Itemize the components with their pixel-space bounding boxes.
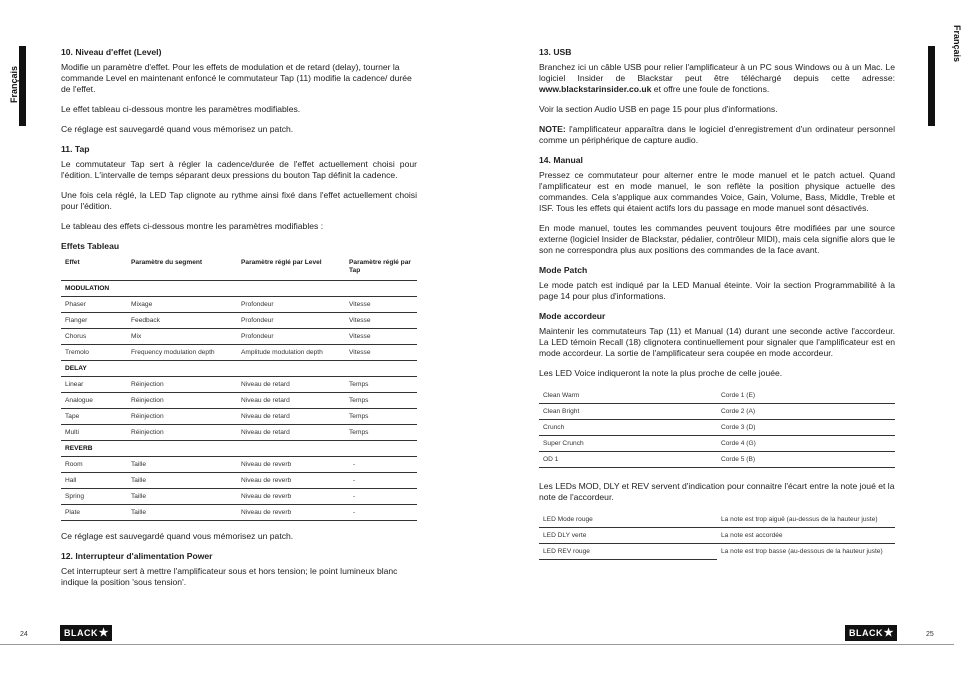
tuner-mode-title: Mode accordeur xyxy=(539,311,606,321)
tuner-mode-paragraph-1: Maintenir les commutateurs Tap (11) et Manual (14) durant une seconde active l'accordeur. La LED témoin Recall (18) clignotera continuellement pour signaler que l'amplificateur est en mode accordeur. La sortie de l'amplificateur sera coupée en mode accordeur. xyxy=(539,326,895,358)
table-cell: Niveau de retard xyxy=(237,393,345,409)
section-name: REVERB xyxy=(61,441,417,457)
table-cell: Vitesse xyxy=(345,345,417,361)
table-cell: Temps xyxy=(345,377,417,393)
table-cell: Taille xyxy=(127,457,237,473)
table-cell: Room xyxy=(61,457,127,473)
table-cell: Profondeur xyxy=(237,313,345,329)
effects-table-header: Effet xyxy=(61,256,127,281)
table-row xyxy=(61,409,417,425)
table-cell: Taille xyxy=(127,505,237,521)
language-label-left: Français xyxy=(9,65,19,103)
table-row xyxy=(539,544,895,560)
section-14-paragraph-1: Pressez ce commutateur pour alterner entre le mode manuel et le patch actuel. Quand l'amplificateur est en mode manuel, le son reflète la position physique actuelle des commandes. Cela s'applique aux commandes Voice, Gain, Volume, Bass, Middle, Treble et ISF. Tous les effets qui étaient actifs lors du passage en mode manuel sont désactivés. xyxy=(539,170,895,213)
table-row xyxy=(539,404,895,420)
logo-text: BLACK xyxy=(64,628,98,638)
section-13-note xyxy=(539,124,895,146)
left-page-column xyxy=(61,47,417,597)
table-cell: Réinjection xyxy=(127,409,237,425)
table-cell: Super Crunch xyxy=(539,436,717,452)
section-13-paragraph-1 xyxy=(539,62,895,95)
table-row xyxy=(61,489,417,505)
patch-mode-paragraph: Le mode patch est indiqué par la LED Manual éteinte. Voir la section Programmabilité à la page 14 pour plus d'informations. xyxy=(539,280,895,301)
table-cell: Mix xyxy=(127,329,237,345)
after-table-paragraph: Ce réglage est sauvegardé quand vous mémorisez un patch. xyxy=(61,531,294,541)
effects-table-header: Paramètre réglé par Tap xyxy=(345,256,417,281)
table-cell: Amplitude modulation depth xyxy=(237,345,345,361)
table-cell: Temps xyxy=(345,425,417,441)
table-cell: La note est trop aiguë (au-dessus de la hauteur juste) xyxy=(717,512,895,528)
table-cell: Niveau de retard xyxy=(237,409,345,425)
footer-rule-left xyxy=(0,644,477,645)
table-row xyxy=(61,377,417,393)
effects-table xyxy=(61,256,417,521)
tuner-led-table xyxy=(539,512,895,560)
section-13-title: 13. USB xyxy=(539,47,572,57)
table-cell: Crunch xyxy=(539,420,717,436)
star-icon: ★ xyxy=(98,627,109,639)
table-cell: - xyxy=(345,473,417,489)
section-10-title: 10. Niveau d'effet (Level) xyxy=(61,47,162,57)
section-13-text-a: Branchez ici un câble USB pour relier l'amplificateur à un PC sous Windows ou à un Mac. Le logiciel Insider de Blackstar peut être téléchargé depuis cette adresse: xyxy=(539,62,895,83)
right-page-column xyxy=(539,47,895,573)
section-11-title: 11. Tap xyxy=(61,144,90,154)
language-label-right: Français xyxy=(952,24,962,62)
table-row xyxy=(61,425,417,441)
table-cell: Feedback xyxy=(127,313,237,329)
tuner-mode-paragraph-3: Les LEDs MOD, DLY et REV servent d'indication pour connaitre l'écart entre la note joué et la note de l'accordeur. xyxy=(539,481,895,502)
table-cell: Niveau de retard xyxy=(237,377,345,393)
blackstar-logo-right xyxy=(845,625,897,641)
effects-table-section-row xyxy=(61,281,417,297)
effects-table-header-row xyxy=(61,256,417,281)
table-row xyxy=(61,505,417,521)
table-cell: La note est accordée xyxy=(717,528,895,544)
table-row xyxy=(539,452,895,468)
section-10-paragraph-1: Modifie un paramètre d'effet. Pour les effets de modulation et de retard (delay), tourner la commande Level en maintenant enfoncé le commutateur Tap (11) modifie la cadence/ durée de l'effet. xyxy=(61,62,412,94)
table-row xyxy=(61,313,417,329)
table-cell: Multi xyxy=(61,425,127,441)
table-cell: Tremolo xyxy=(61,345,127,361)
table-cell: - xyxy=(345,457,417,473)
section-name: MODULATION xyxy=(61,281,417,297)
table-cell: Vitesse xyxy=(345,297,417,313)
table-cell: Niveau de reverb xyxy=(237,473,345,489)
voice-led-table xyxy=(539,388,895,468)
table-cell: Taille xyxy=(127,489,237,505)
table-cell: - xyxy=(345,505,417,521)
insider-url-link[interactable]: www.blackstarinsider.co.uk xyxy=(539,84,652,94)
table-cell: LED REV rouge xyxy=(539,544,717,560)
effects-table-section-row xyxy=(61,441,417,457)
table-row xyxy=(539,512,895,528)
table-cell: Phaser xyxy=(61,297,127,313)
blackstar-logo-left xyxy=(60,625,112,641)
logo-text: BLACK xyxy=(849,628,883,638)
section-name: DELAY xyxy=(61,361,417,377)
section-11-paragraph-2: Une fois cela réglé, la LED Tap clignote au rythme ainsi fixé dans l'effet actuellement choisi pour l'édition. xyxy=(61,190,417,211)
table-cell: - xyxy=(345,489,417,505)
table-cell: Corde 5 (B) xyxy=(717,452,895,468)
table-row xyxy=(61,345,417,361)
table-cell: Vitesse xyxy=(345,313,417,329)
table-cell: Spring xyxy=(61,489,127,505)
table-cell: Analogue xyxy=(61,393,127,409)
note-text: l'amplificateur apparaîtra dans le logiciel d'enregistrement d'un ordinateur personnel comme un périphérique de capture audio. xyxy=(539,124,895,145)
table-row xyxy=(539,388,895,404)
table-cell: Mixage xyxy=(127,297,237,313)
table-cell: Réinjection xyxy=(127,425,237,441)
page-number-right: 25 xyxy=(926,631,934,638)
table-cell: Niveau de reverb xyxy=(237,489,345,505)
effects-table-title: Effets Tableau xyxy=(61,241,120,251)
table-cell: Linear xyxy=(61,377,127,393)
footer-rule-right xyxy=(477,644,954,645)
table-cell: Corde 4 (G) xyxy=(717,436,895,452)
table-cell: Réinjection xyxy=(127,393,237,409)
table-cell: Profondeur xyxy=(237,297,345,313)
table-cell: Vitesse xyxy=(345,329,417,345)
table-cell: Taille xyxy=(127,473,237,489)
table-cell: Temps xyxy=(345,393,417,409)
table-cell: Frequency modulation depth xyxy=(127,345,237,361)
table-cell: LED Mode rouge xyxy=(539,512,717,528)
table-cell: La note est trop basse (au-dessous de la hauteur juste) xyxy=(721,548,883,555)
table-cell: Corde 3 (D) xyxy=(717,420,895,436)
patch-mode-title: Mode Patch xyxy=(539,265,588,275)
table-cell: LED DLY verte xyxy=(539,528,717,544)
table-row xyxy=(61,457,417,473)
table-row xyxy=(61,473,417,489)
table-cell: Clean Bright xyxy=(539,404,717,420)
section-10-paragraph-3: Ce réglage est sauvegardé quand vous mémorisez un patch. xyxy=(61,124,294,134)
effects-table-header: Paramètre réglé par Level xyxy=(237,256,345,281)
table-cell: Hall xyxy=(61,473,127,489)
table-row xyxy=(61,297,417,313)
table-row xyxy=(539,528,895,544)
table-cell: Profondeur xyxy=(237,329,345,345)
table-cell: Réinjection xyxy=(127,377,237,393)
section-11-paragraph-1: Le commutateur Tap sert à régler la cadence/durée de l'effet actuellement choisi pour l'édition. L'intervalle de temps séparant deux pressions du bouton Tap définit la cadence. xyxy=(61,159,417,180)
effects-table-section-row xyxy=(61,361,417,377)
table-row xyxy=(539,420,895,436)
table-cell: Tape xyxy=(61,409,127,425)
section-13-text-b: et offre une foule de fonctions. xyxy=(651,84,770,94)
note-label: NOTE: xyxy=(539,124,566,134)
page-number-left: 24 xyxy=(20,631,28,638)
section-10-paragraph-2: Le effet tableau ci-dessous montre les paramètres modifiables. xyxy=(61,104,301,114)
star-icon: ★ xyxy=(883,627,894,639)
section-14-title: 14. Manual xyxy=(539,155,583,165)
table-cell: Temps xyxy=(345,409,417,425)
section-13-paragraph-2: Voir la section Audio USB en page 15 pour plus d'informations. xyxy=(539,104,778,114)
section-14-paragraph-2: En mode manuel, toutes les commandes peuvent toujours être modifiées par une source externe (logiciel Insider de Blackstar, pédalier, contrôleur MIDI), mais cela signifie alors que le son ne correspondra plus aux positions des commandes de la face avant. xyxy=(539,223,895,255)
table-cell: Niveau de retard xyxy=(237,425,345,441)
table-cell: Flanger xyxy=(61,313,127,329)
table-row xyxy=(539,436,895,452)
table-cell: Clean Warm xyxy=(539,388,717,404)
section-11-paragraph-3: Le tableau des effets ci-dessous montre les paramètres modifiables : xyxy=(61,221,324,231)
effects-table-header: Paramètre du segment xyxy=(127,256,237,281)
table-cell: Chorus xyxy=(61,329,127,345)
table-row xyxy=(61,329,417,345)
table-cell: Corde 1 (E) xyxy=(717,388,895,404)
table-cell: Niveau de reverb xyxy=(237,505,345,521)
table-cell: OD 1 xyxy=(539,452,717,468)
tuner-mode-paragraph-2: Les LED Voice indiqueront la note la plus proche de celle jouée. xyxy=(539,368,783,378)
table-cell: Corde 2 (A) xyxy=(717,404,895,420)
table-cell: Niveau de reverb xyxy=(237,457,345,473)
table-cell: Plate xyxy=(61,505,127,521)
section-12-paragraph-1: Cet interrupteur sert à mettre l'amplificateur sous et hors tension; le point lumineux blanc indique la position 'sous tension'. xyxy=(61,566,398,587)
table-row xyxy=(61,393,417,409)
section-12-title: 12. Interrupteur d'alimentation Power xyxy=(61,551,213,561)
